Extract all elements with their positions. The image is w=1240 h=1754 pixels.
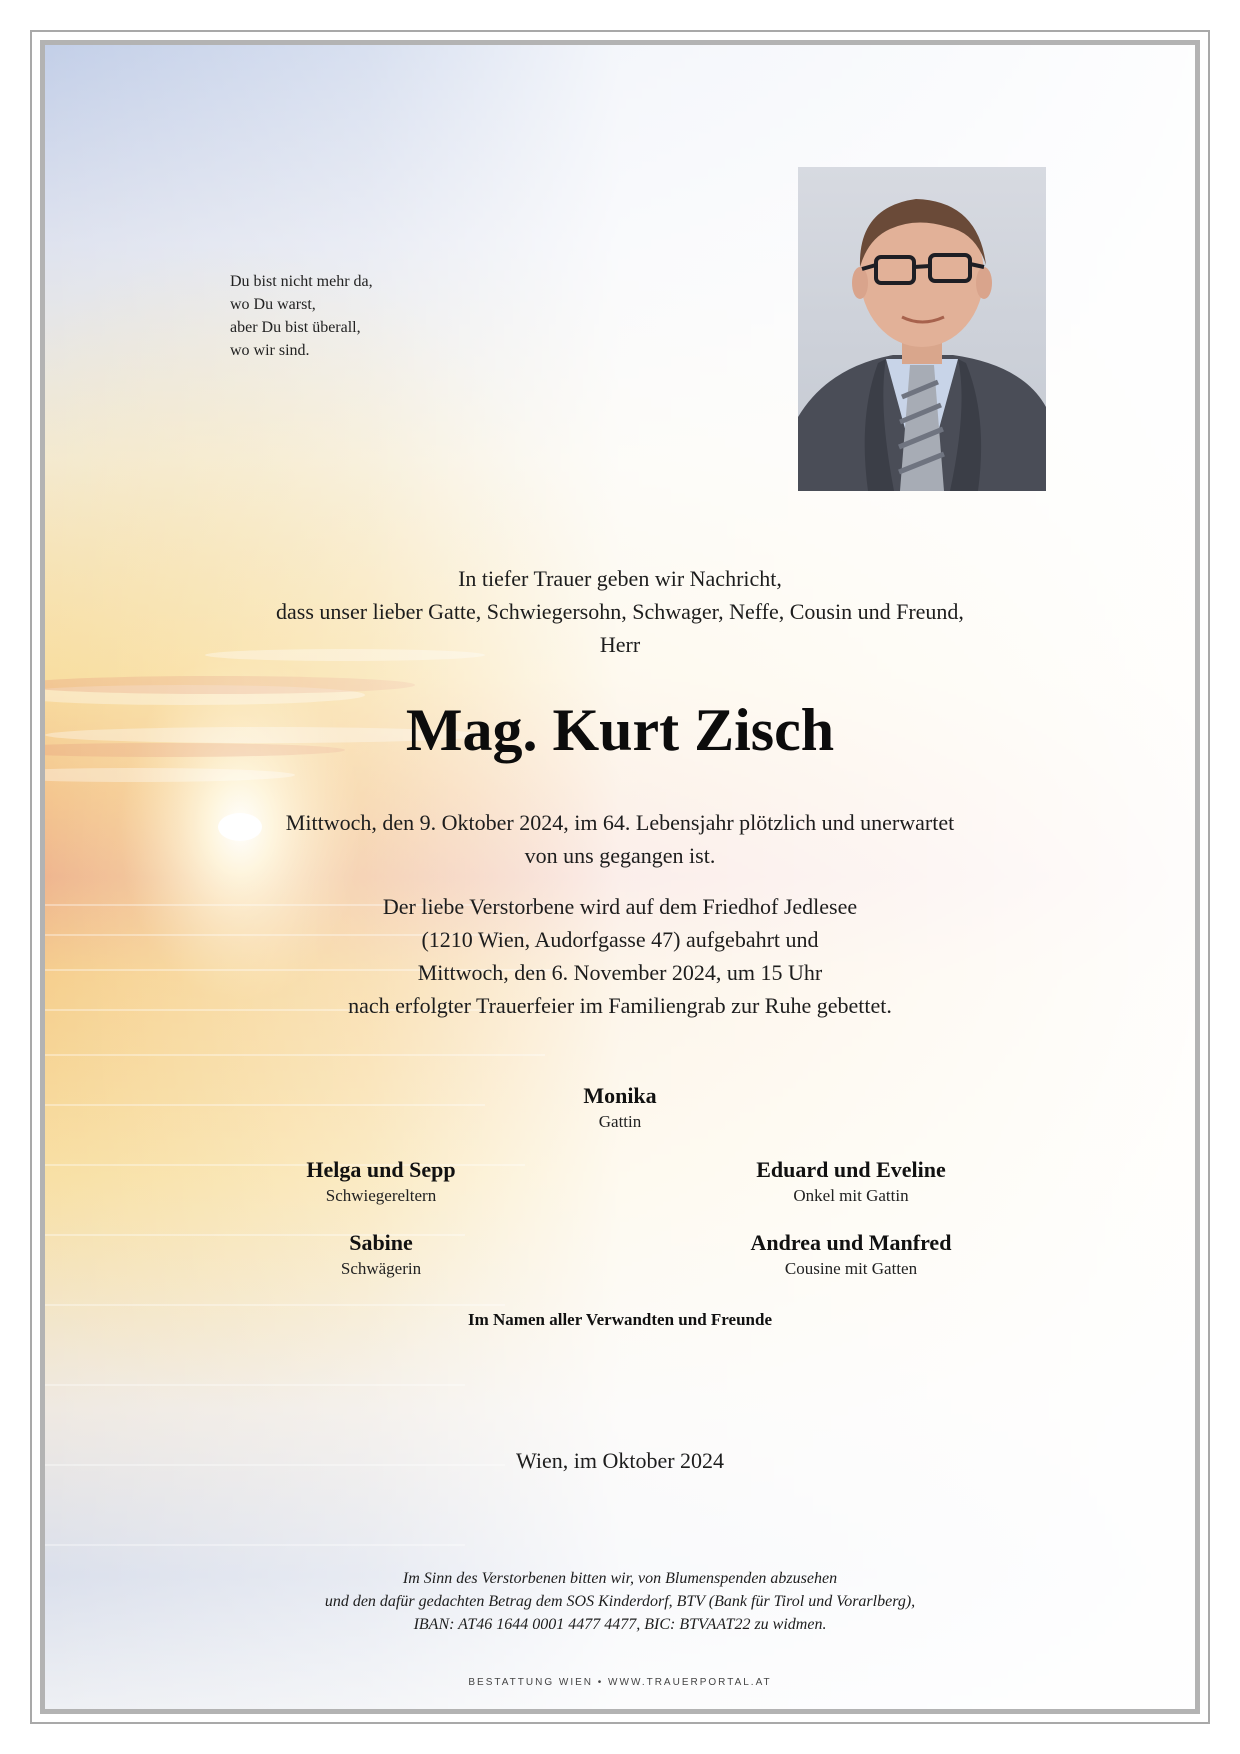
place-and-date: Wien, im Oktober 2024 (515, 1448, 725, 1473)
mourner-relation: Schwiegereltern (325, 1186, 437, 1205)
mourner-right-1 (651, 1156, 1051, 1208)
burial-line: Mittwoch, den 6. November 2024, um 15 Uhr (417, 960, 823, 985)
family-note: Im Namen aller Verwandten und Freunde (468, 1310, 772, 1329)
intro-line: Herr (599, 632, 641, 657)
death-line: von uns gegangen ist. (524, 843, 716, 868)
donation-request (45, 1567, 1195, 1636)
mourner-name: Andrea und Manfred (750, 1230, 952, 1255)
poem-line: aber Du bist überall, (230, 319, 361, 336)
memorial-poem (230, 270, 373, 362)
mourner-spouse (420, 1082, 820, 1134)
mourner-relation: Gattin (598, 1112, 642, 1131)
death-line: Mittwoch, den 9. Oktober 2024, im 64. Lebensjahr plötzlich und unerwartet (285, 810, 955, 835)
mourner-relation: Schwägerin (340, 1259, 422, 1278)
funeral-home-footer: BESTATTUNG WIEN • WWW.TRAUERPORTAL.AT (468, 1677, 772, 1688)
announcement-intro (45, 562, 1195, 661)
mourner-right-2 (651, 1229, 1051, 1281)
donation-line: IBAN: AT46 1644 0001 4477 4477, BIC: BTVAAT22 zu widmen. (413, 1616, 827, 1633)
mourner-name: Eduard und Eveline (756, 1157, 946, 1182)
obituary-content (45, 45, 1195, 1709)
portrait-photo (798, 167, 1046, 491)
poem-line: wo wir sind. (230, 342, 310, 359)
donation-line: Im Sinn des Verstorbenen bitten wir, von Blumenspenden abzusehen (402, 1570, 838, 1587)
poem-line: wo Du warst, (230, 296, 316, 313)
obituary-sheet (45, 45, 1195, 1709)
intro-line: dass unser lieber Gatte, Schwiegersohn, Schwager, Neffe, Cousin und Freund, (276, 599, 964, 624)
mourner-relation: Onkel mit Gattin (793, 1186, 909, 1205)
death-notice (45, 806, 1195, 872)
burial-notice (45, 890, 1195, 1022)
mourner-left-1 (181, 1156, 581, 1208)
intro-line: In tiefer Trauer geben wir Nachricht, (458, 566, 782, 591)
portrait-illustration (798, 167, 1046, 491)
donation-line: und den dafür gedachten Betrag dem SOS Kinderdorf, BTV (Bank für Tirol und Vorarlberg), (324, 1593, 916, 1610)
mourner-left-2 (181, 1229, 581, 1281)
burial-line: (1210 Wien, Audorfgasse 47) aufgebahrt und (421, 927, 819, 952)
deceased-name: Mag. Kurt Zisch (405, 697, 835, 763)
mourner-name: Sabine (349, 1230, 413, 1255)
mourner-name: Helga und Sepp (306, 1157, 456, 1182)
mourner-name: Monika (583, 1083, 657, 1108)
burial-line: Der liebe Verstorbene wird auf dem Friedhof Jedlesee (382, 894, 858, 919)
burial-line: nach erfolgter Trauerfeier im Familiengrab zur Ruhe gebettet. (348, 993, 892, 1018)
poem-line: Du bist nicht mehr da, (230, 273, 373, 290)
mourner-relation: Cousine mit Gatten (784, 1259, 918, 1278)
